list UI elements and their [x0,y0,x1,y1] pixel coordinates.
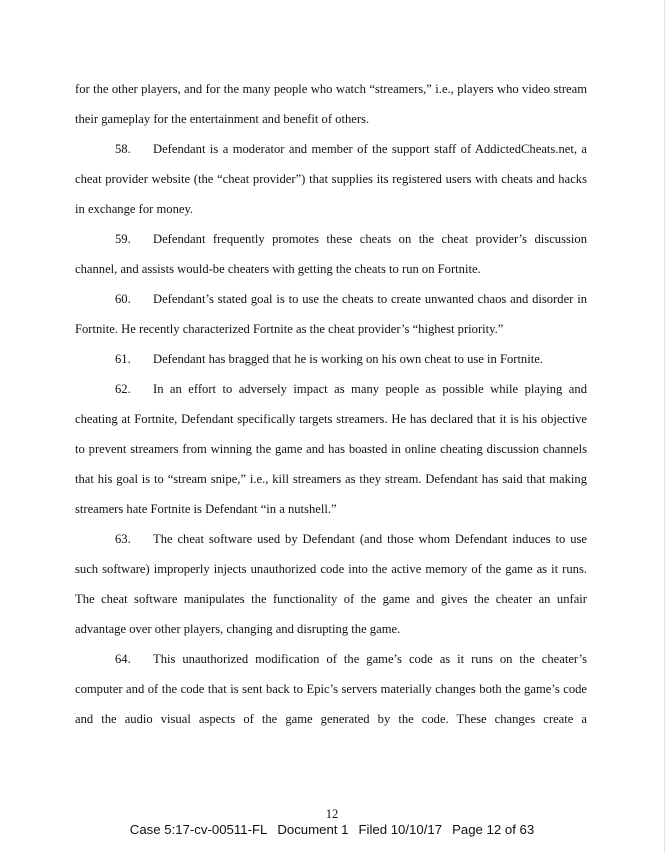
page-number: 12 [325,807,339,821]
case-number: Case 5:17-cv-00511-FL [129,822,268,837]
paragraph-number: 59. [115,232,131,246]
document-number: Document 1 [277,822,349,837]
paragraph-62 [75,374,587,524]
filed-date: Filed 10/10/17 [358,822,443,837]
paragraph-text: Defendant’s stated goal is to use the cheats to create unwanted chaos and disorder in Fortnite. He recently characterized Fortnite as the cheat provider’s “highest priority.” [75,292,587,336]
paragraph-63 [75,524,587,644]
paragraph-60 [75,284,587,344]
document-body [75,74,587,734]
paragraph-number: 63. [115,532,131,546]
paragraph-text: The cheat software used by Defendant (and those whom Defendant induces to use such software) improperly injects unauthorized code into the active memory of the game as it runs. The cheat software manipulates the functionality of the game and gives the cheater an unfair advantage over other players, changing and disrupting the game. [75,532,587,636]
paragraph-text: In an effort to adversely impact as many people as possible while playing and cheating at Fortnite, Defendant specifically targets streamers. He has declared that it is his objective to prevent streamers from winning the game and has boasted in online cheating discussion channels that his goal is to “stream snipe,” i.e., kill streamers as they stream. Defendant has said that making streamers hate Fortnite is Defendant “in a nutshell.” [75,382,587,516]
paragraph-number: 61. [115,352,131,366]
paragraph-61 [75,344,587,374]
paragraph-number: 60. [115,292,131,306]
page-count: Page 12 of 63 [452,822,535,837]
paragraph-text: for the other players, and for the many people who watch “streamers,” i.e., players who video stream their gameplay for the entertainment and benefit of others. [75,82,587,126]
paragraph-text: Defendant is a moderator and member of the support staff of AddictedCheats.net, a cheat provider website (the “cheat provider”) that supplies its registered users with cheats and hacks in exchange for money. [75,142,587,216]
paragraph-number: 62. [115,382,131,396]
paragraph-text: Defendant frequently promotes these cheats on the cheat provider’s discussion channel, and assists would-be cheaters with getting the cheats to run on Fortnite. [75,232,587,276]
court-filing-stamp [0,822,664,837]
paragraph-64 [75,644,587,734]
paragraph-number: 58. [115,142,131,156]
paragraph-number: 64. [115,652,131,666]
paragraph-text: This unauthorized modification of the game’s code as it runs on the cheater’s computer and of the code that is sent back to Epic’s servers materially changes both the game’s code and the audio visual aspects of the game generated by the code. These changes create a [75,652,587,726]
paragraph-58 [75,134,587,224]
paragraph-continued [75,74,587,134]
paragraph-text: Defendant has bragged that he is working on his own cheat to use in Fortnite. [153,352,543,366]
paragraph-59 [75,224,587,284]
